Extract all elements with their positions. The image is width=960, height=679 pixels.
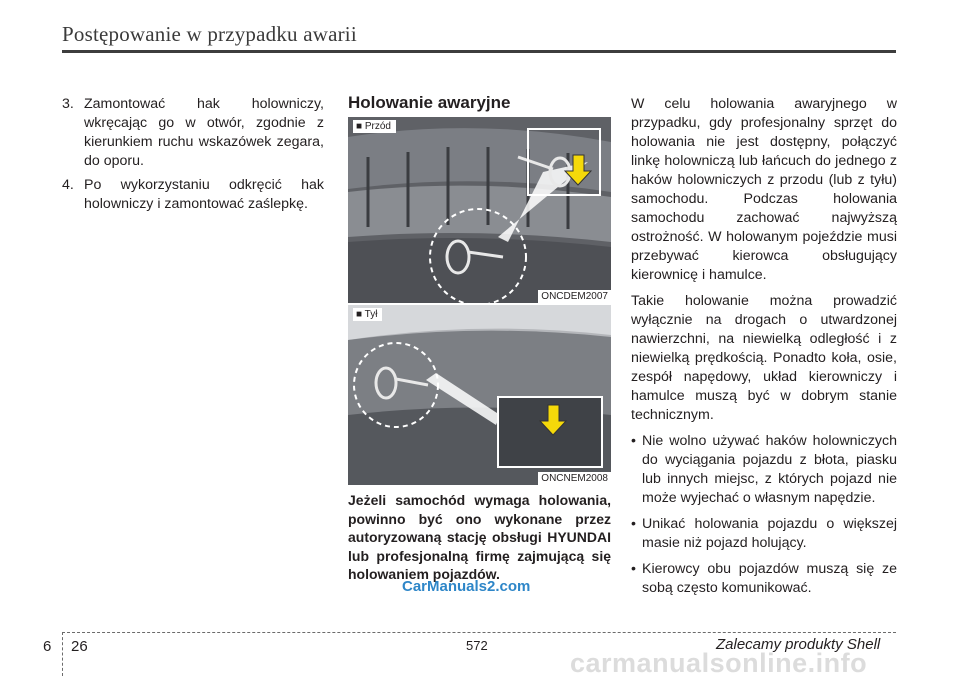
bullet-symbol: • [631,561,636,577]
figure-label: ■ Tył [353,308,382,321]
item-text: Po wykorzystaniu odkręcić hak holowniczy i zamontować zaślepkę. [84,177,324,212]
bullet-item [631,432,897,508]
bullet-symbol: • [631,433,636,449]
section-title: Holowanie awaryjne [348,93,511,112]
footer-chapter-number: 6 [43,638,52,655]
footer-slogan: Zalecamy produkty Shell [716,636,881,653]
front-tow-hook-figure [348,117,611,303]
warning-text: Jeżeli samochód wymaga holowania, powinno być ono wykonane przez autoryzowaną stację obsługi HYUNDAI lub profesjonalną firmę zajmującą się holowaniem pojazdów. [348,492,611,582]
bullet-text: Kierowcy obu pojazdów muszą się ze sobą często komunikować. [642,561,897,596]
header-rule [62,50,896,53]
bullet-item [631,515,897,553]
rear-tow-hook-figure [348,305,611,485]
page-header-title: Postępowanie w przypadku awarii [62,22,357,46]
paragraph: W celu holowania awaryjnego w przypadku, gdy profesjonalny sprzęt do holowania nie jest dostępny, połączyć linkę holowniczą lub łańcuch do jednego z haków holowniczych z przodu (lub z tyłu) samochodu. Podczas holowania samochodu zachować najwyższą ostrożność. W holowanym pojeździe musi przebywać kierowca obsługujący kierownicę i hamulce. [631,96,897,283]
item-number: 3. [62,96,74,112]
figure-code: ONCNEM2008 [538,472,611,485]
list-item [62,95,324,171]
footer-rule [62,632,896,633]
rear-bumper-illustration [348,305,611,485]
footer-page-number: 26 [71,638,88,655]
front-bumper-illustration [348,117,611,303]
figure-code: ONCDEM2007 [538,290,611,303]
left-column [62,95,324,219]
footer-divider [62,632,63,676]
bullet-text: Nie wolno używać haków holowniczych do wyciągania pojazdu z błota, piasku lub innych miejsc, z których pojazd nie może wyjechać o własnym napędzie. [642,433,897,506]
bullet-symbol: • [631,516,636,532]
figure-label: ■ Przód [353,120,396,133]
paragraph: Takie holowanie można prowadzić wyłącznie na drogach o utwardzonej nawierzchni, na niewielką odległość i z niewielką prędkością. Ponadto koła, osie, zespół napędowy, układ kierowniczy i hamulce muszą być w dobrym stanie technicznym. [631,293,897,423]
watermark-link[interactable]: CarManuals2.com [402,578,531,595]
bullet-text: Unikać holowania pojazdu o większej masie niż pojazd holujący. [642,516,897,551]
right-column [631,95,897,605]
item-number: 4. [62,177,74,193]
bullet-item [631,560,897,598]
footer-watermark: carmanualsonline.info [570,648,868,678]
list-item [62,176,324,214]
item-text: Zamontować hak holowniczy, wkręcając go w otwór, zgodnie z kierunkiem ruchu wskazówek zegara, do oporu. [84,96,324,169]
footer-center-number: 572 [466,638,488,653]
